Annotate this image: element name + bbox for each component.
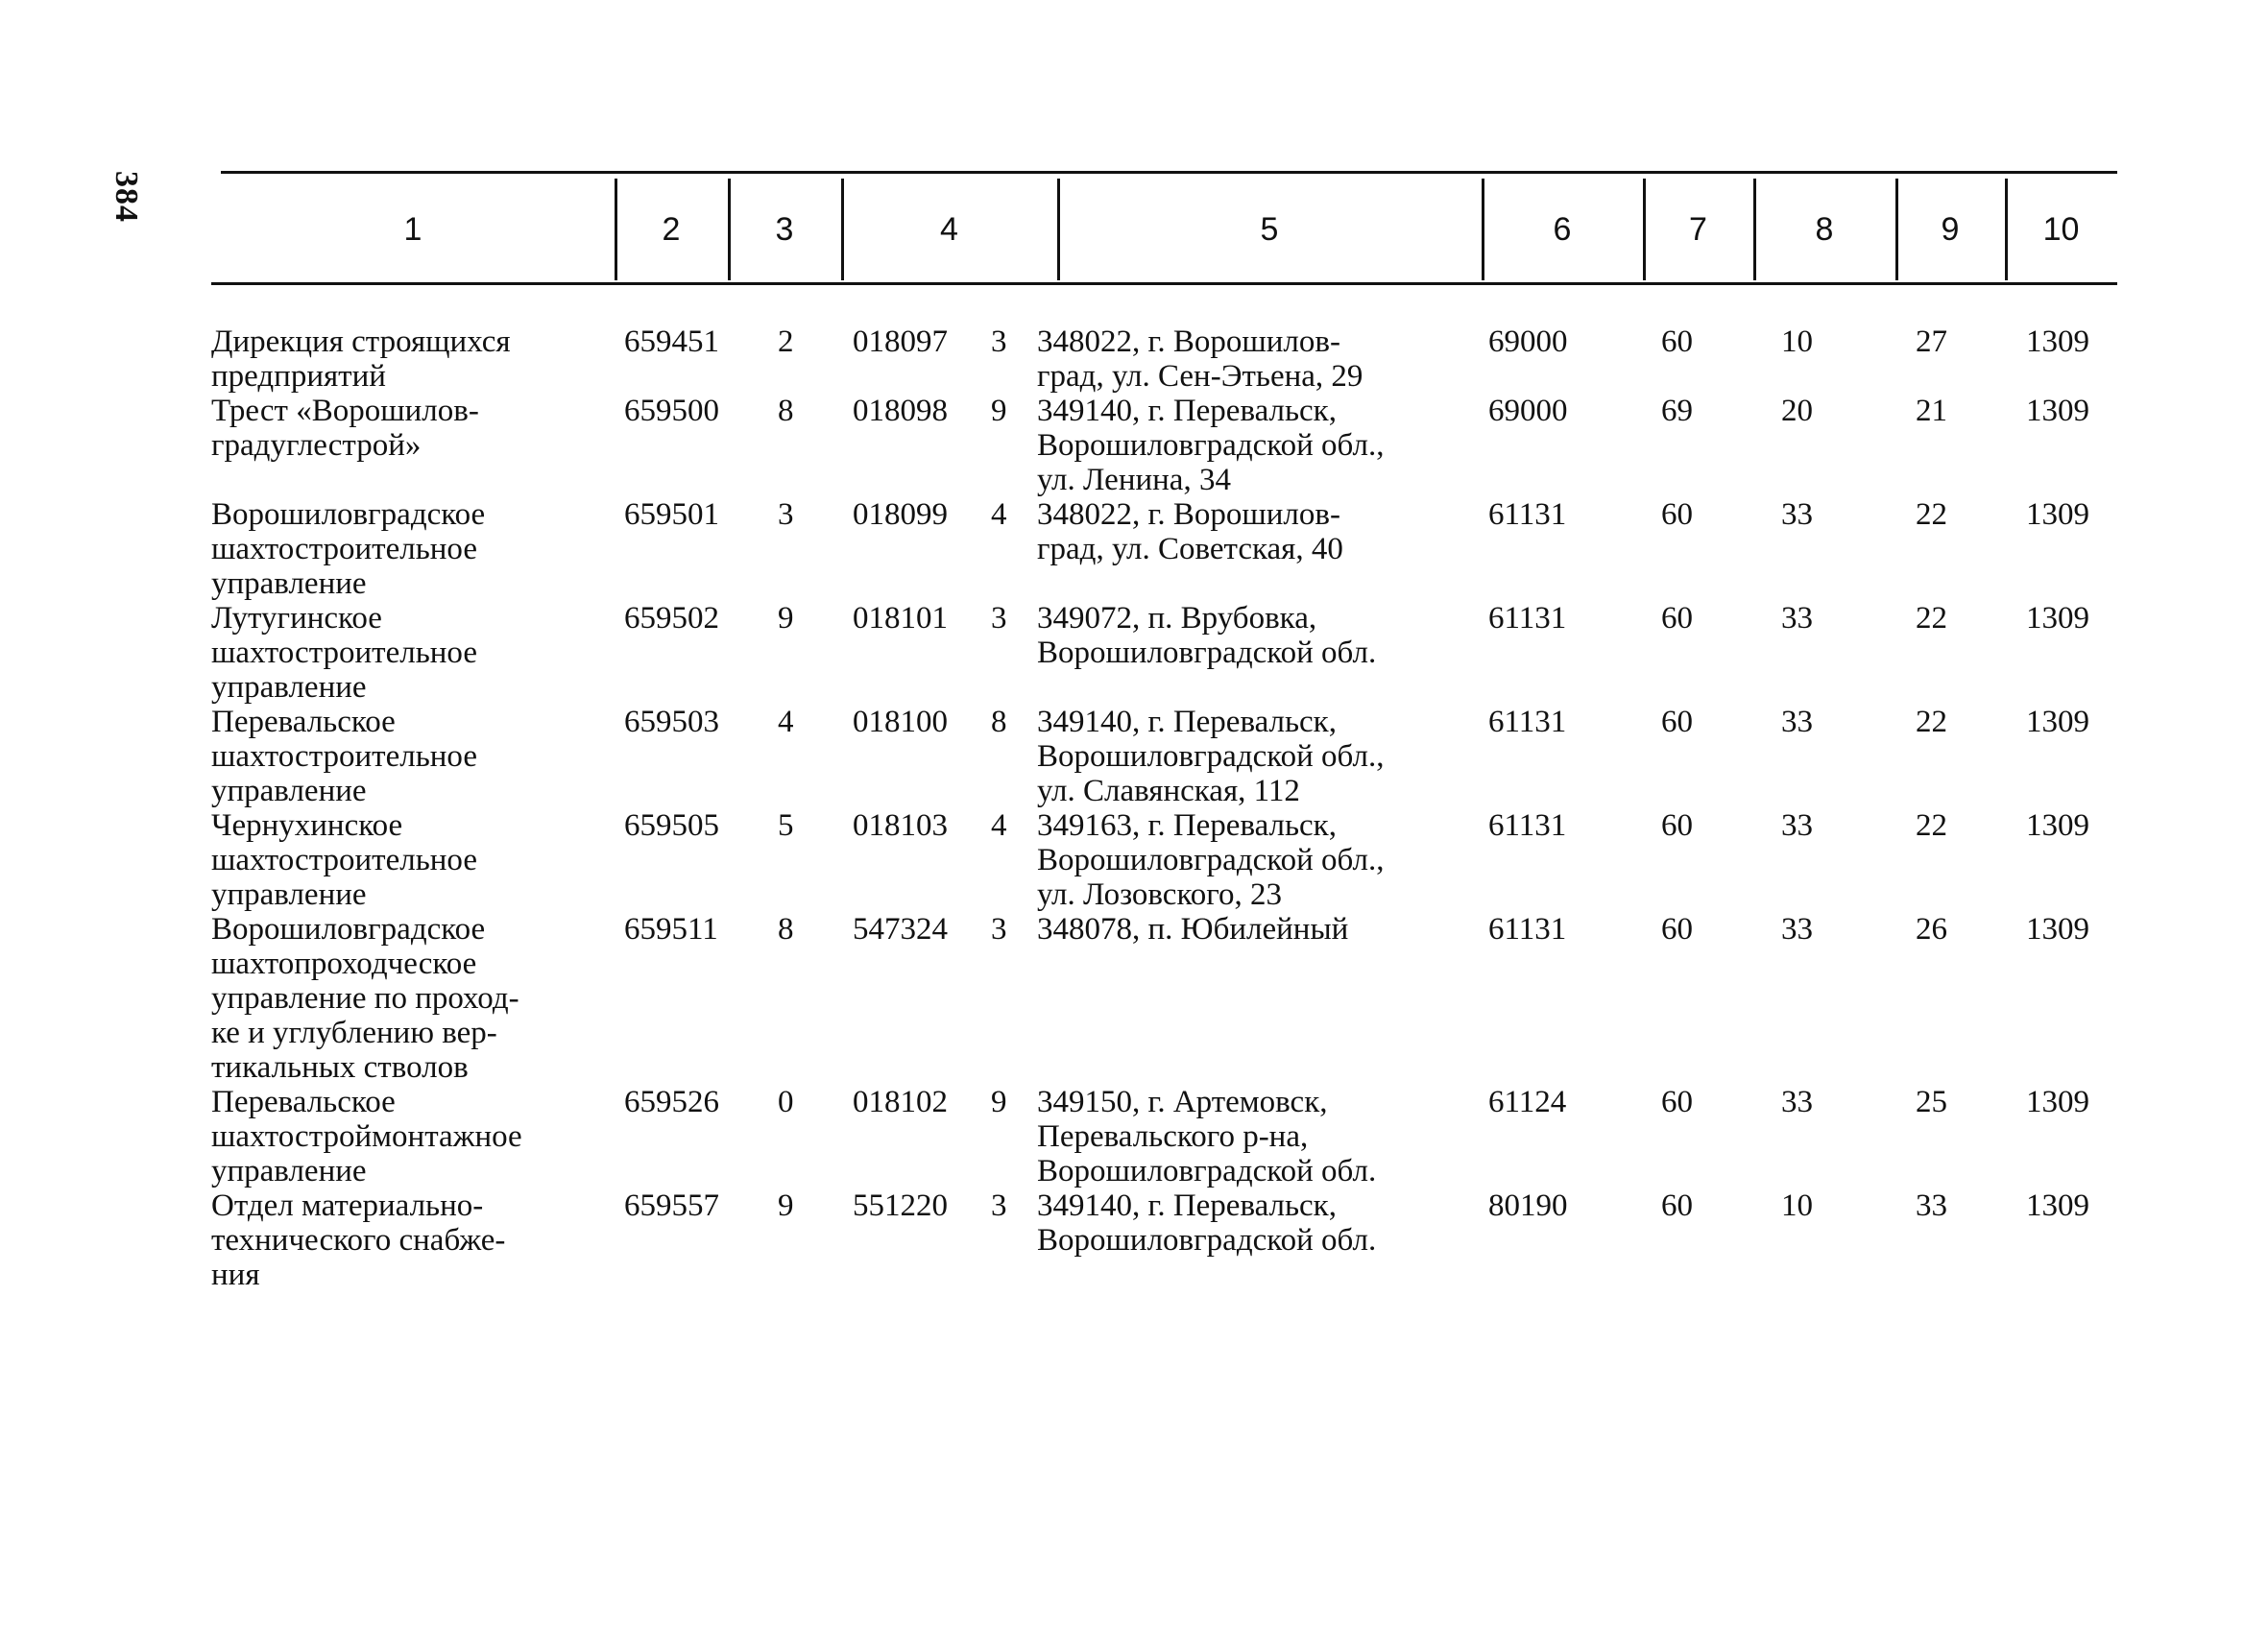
okonh-code: 018103	[853, 808, 948, 843]
table-row	[211, 497, 2117, 601]
address: 349072, п. Врубовка, Ворошиловградской обл.	[1037, 601, 1377, 670]
org-name: Трест «Ворошилов- градуглестрой»	[211, 394, 479, 463]
org-code: 659557	[624, 1188, 719, 1223]
col-8-value: 33	[1781, 705, 1813, 739]
org-code: 659503	[624, 705, 719, 739]
header-col-8: 8	[1815, 210, 1834, 248]
org-name: Отдел материально- технического снабже- ния	[211, 1188, 506, 1292]
col-9-value: 22	[1916, 497, 1947, 532]
org-code: 659505	[624, 808, 719, 843]
table-row	[211, 394, 2117, 497]
org-code-check: 5	[778, 808, 794, 843]
header-col-9: 9	[1941, 210, 1960, 248]
okonh-code: 018099	[853, 497, 948, 532]
col-7-value: 60	[1661, 705, 1693, 739]
header-divider	[2005, 179, 2008, 280]
col-10-value: 1309	[2026, 497, 2089, 532]
header-divider	[615, 179, 617, 280]
header-col-6: 6	[1553, 210, 1572, 248]
col-6-value: 61131	[1488, 808, 1567, 843]
col-7-value: 60	[1661, 601, 1693, 636]
org-code-check: 8	[778, 912, 794, 947]
col-10-value: 1309	[2026, 1085, 2089, 1119]
table-row	[211, 601, 2117, 705]
okonh-check: 3	[991, 324, 1007, 359]
col-8-value: 10	[1781, 1188, 1813, 1223]
org-name: Дирекция строящихся предприятий	[211, 324, 511, 394]
table-row	[211, 912, 2117, 1085]
col-8-value: 10	[1781, 324, 1813, 359]
col-7-value: 69	[1661, 394, 1693, 428]
address: 348022, г. Ворошилов- град, ул. Советская, 40	[1037, 497, 1343, 566]
okonh-check: 8	[991, 705, 1007, 739]
org-code: 659500	[624, 394, 719, 428]
header-col-7: 7	[1689, 210, 1707, 248]
col-9-value: 26	[1916, 912, 1947, 947]
col-7-value: 60	[1661, 324, 1693, 359]
page-number: 384	[109, 171, 144, 223]
address: 348022, г. Ворошилов- град, ул. Сен-Этьена, 29	[1037, 324, 1363, 394]
org-name: Перевальское шахтостроймонтажное управление	[211, 1085, 522, 1188]
col-7-value: 60	[1661, 808, 1693, 843]
okonh-check: 9	[991, 1085, 1007, 1119]
org-code-check: 3	[778, 497, 794, 532]
header-divider	[1895, 179, 1898, 280]
okonh-code: 018100	[853, 705, 948, 739]
header-col-4: 4	[940, 210, 958, 248]
header-col-3: 3	[775, 210, 794, 248]
table-row	[211, 1188, 2117, 1292]
col-6-value: 61124	[1488, 1085, 1567, 1119]
address: 349163, г. Перевальск, Ворошиловградской обл., ул. Лозовского, 23	[1037, 808, 1385, 912]
org-code: 659501	[624, 497, 719, 532]
okonh-check: 3	[991, 912, 1007, 947]
col-9-value: 22	[1916, 705, 1947, 739]
header-bottom-rule	[211, 282, 2117, 285]
table-row	[211, 808, 2117, 912]
col-9-value: 22	[1916, 601, 1947, 636]
address: 349150, г. Артемовск, Перевальского р-на, Ворошиловградской обл.	[1037, 1085, 1377, 1188]
table-top-rule	[221, 171, 2117, 174]
org-code-check: 8	[778, 394, 794, 428]
okonh-check: 4	[991, 497, 1007, 532]
okonh-code: 018101	[853, 601, 948, 636]
col-9-value: 27	[1916, 324, 1947, 359]
col-8-value: 33	[1781, 912, 1813, 947]
org-code-check: 9	[778, 1188, 794, 1223]
org-code: 659526	[624, 1085, 719, 1119]
col-6-value: 80190	[1488, 1188, 1568, 1223]
header-divider	[1643, 179, 1646, 280]
header-col-10: 10	[2042, 210, 2080, 248]
okonh-check: 3	[991, 1188, 1007, 1223]
okonh-check: 4	[991, 808, 1007, 843]
address: 349140, г. Перевальск, Ворошиловградской обл., ул. Ленина, 34	[1037, 394, 1385, 497]
col-8-value: 33	[1781, 808, 1813, 843]
col-6-value: 61131	[1488, 912, 1567, 947]
okonh-code: 018098	[853, 394, 948, 428]
org-name: Ворошиловградское шахтостроительное управление	[211, 497, 486, 601]
table-row	[211, 1085, 2117, 1188]
okonh-check: 3	[991, 601, 1007, 636]
table-body	[211, 324, 2117, 1292]
okonh-code: 018097	[853, 324, 948, 359]
col-9-value: 25	[1916, 1085, 1947, 1119]
col-8-value: 20	[1781, 394, 1813, 428]
okonh-code: 018102	[853, 1085, 948, 1119]
col-10-value: 1309	[2026, 394, 2089, 428]
col-6-value: 61131	[1488, 705, 1567, 739]
header-col-2: 2	[662, 210, 681, 248]
col-10-value: 1309	[2026, 912, 2089, 947]
col-6-value: 69000	[1488, 394, 1568, 428]
table-header	[211, 179, 2117, 280]
col-9-value: 22	[1916, 808, 1947, 843]
col-8-value: 33	[1781, 1085, 1813, 1119]
table-row	[211, 705, 2117, 808]
col-7-value: 60	[1661, 1085, 1693, 1119]
org-code-check: 2	[778, 324, 794, 359]
header-col-5: 5	[1260, 210, 1279, 248]
header-divider	[841, 179, 844, 280]
header-divider	[1482, 179, 1484, 280]
col-10-value: 1309	[2026, 324, 2089, 359]
col-7-value: 60	[1661, 1188, 1693, 1223]
okonh-check: 9	[991, 394, 1007, 428]
col-6-value: 69000	[1488, 324, 1568, 359]
org-name: Ворошиловградское шахтопроходческое управление по проход- ке и углублению вер- тикальных стволов	[211, 912, 519, 1085]
header-divider	[728, 179, 731, 280]
org-code-check: 0	[778, 1085, 794, 1119]
col-9-value: 21	[1916, 394, 1947, 428]
org-name: Перевальское шахтостроительное управление	[211, 705, 477, 808]
col-6-value: 61131	[1488, 497, 1567, 532]
header-col-1: 1	[403, 210, 422, 248]
org-code: 659502	[624, 601, 719, 636]
col-7-value: 60	[1661, 912, 1693, 947]
org-name: Лутугинское шахтостроительное управление	[211, 601, 477, 705]
header-divider	[1057, 179, 1060, 280]
okonh-code: 551220	[853, 1188, 948, 1223]
address: 349140, г. Перевальск, Ворошиловградской обл.	[1037, 1188, 1377, 1258]
col-10-value: 1309	[2026, 1188, 2089, 1223]
col-7-value: 60	[1661, 497, 1693, 532]
org-code: 659451	[624, 324, 719, 359]
org-code-check: 4	[778, 705, 794, 739]
address: 348078, п. Юбилейный	[1037, 912, 1349, 947]
table-row	[211, 324, 2117, 394]
org-code-check: 9	[778, 601, 794, 636]
col-10-value: 1309	[2026, 705, 2089, 739]
col-6-value: 61131	[1488, 601, 1567, 636]
col-8-value: 33	[1781, 497, 1813, 532]
org-code: 659511	[624, 912, 718, 947]
address: 349140, г. Перевальск, Ворошиловградской обл., ул. Славянская, 112	[1037, 705, 1385, 808]
col-9-value: 33	[1916, 1188, 1947, 1223]
org-name: Чернухинское шахтостроительное управление	[211, 808, 477, 912]
col-10-value: 1309	[2026, 601, 2089, 636]
col-10-value: 1309	[2026, 808, 2089, 843]
okonh-code: 547324	[853, 912, 948, 947]
header-divider	[1753, 179, 1756, 280]
col-8-value: 33	[1781, 601, 1813, 636]
